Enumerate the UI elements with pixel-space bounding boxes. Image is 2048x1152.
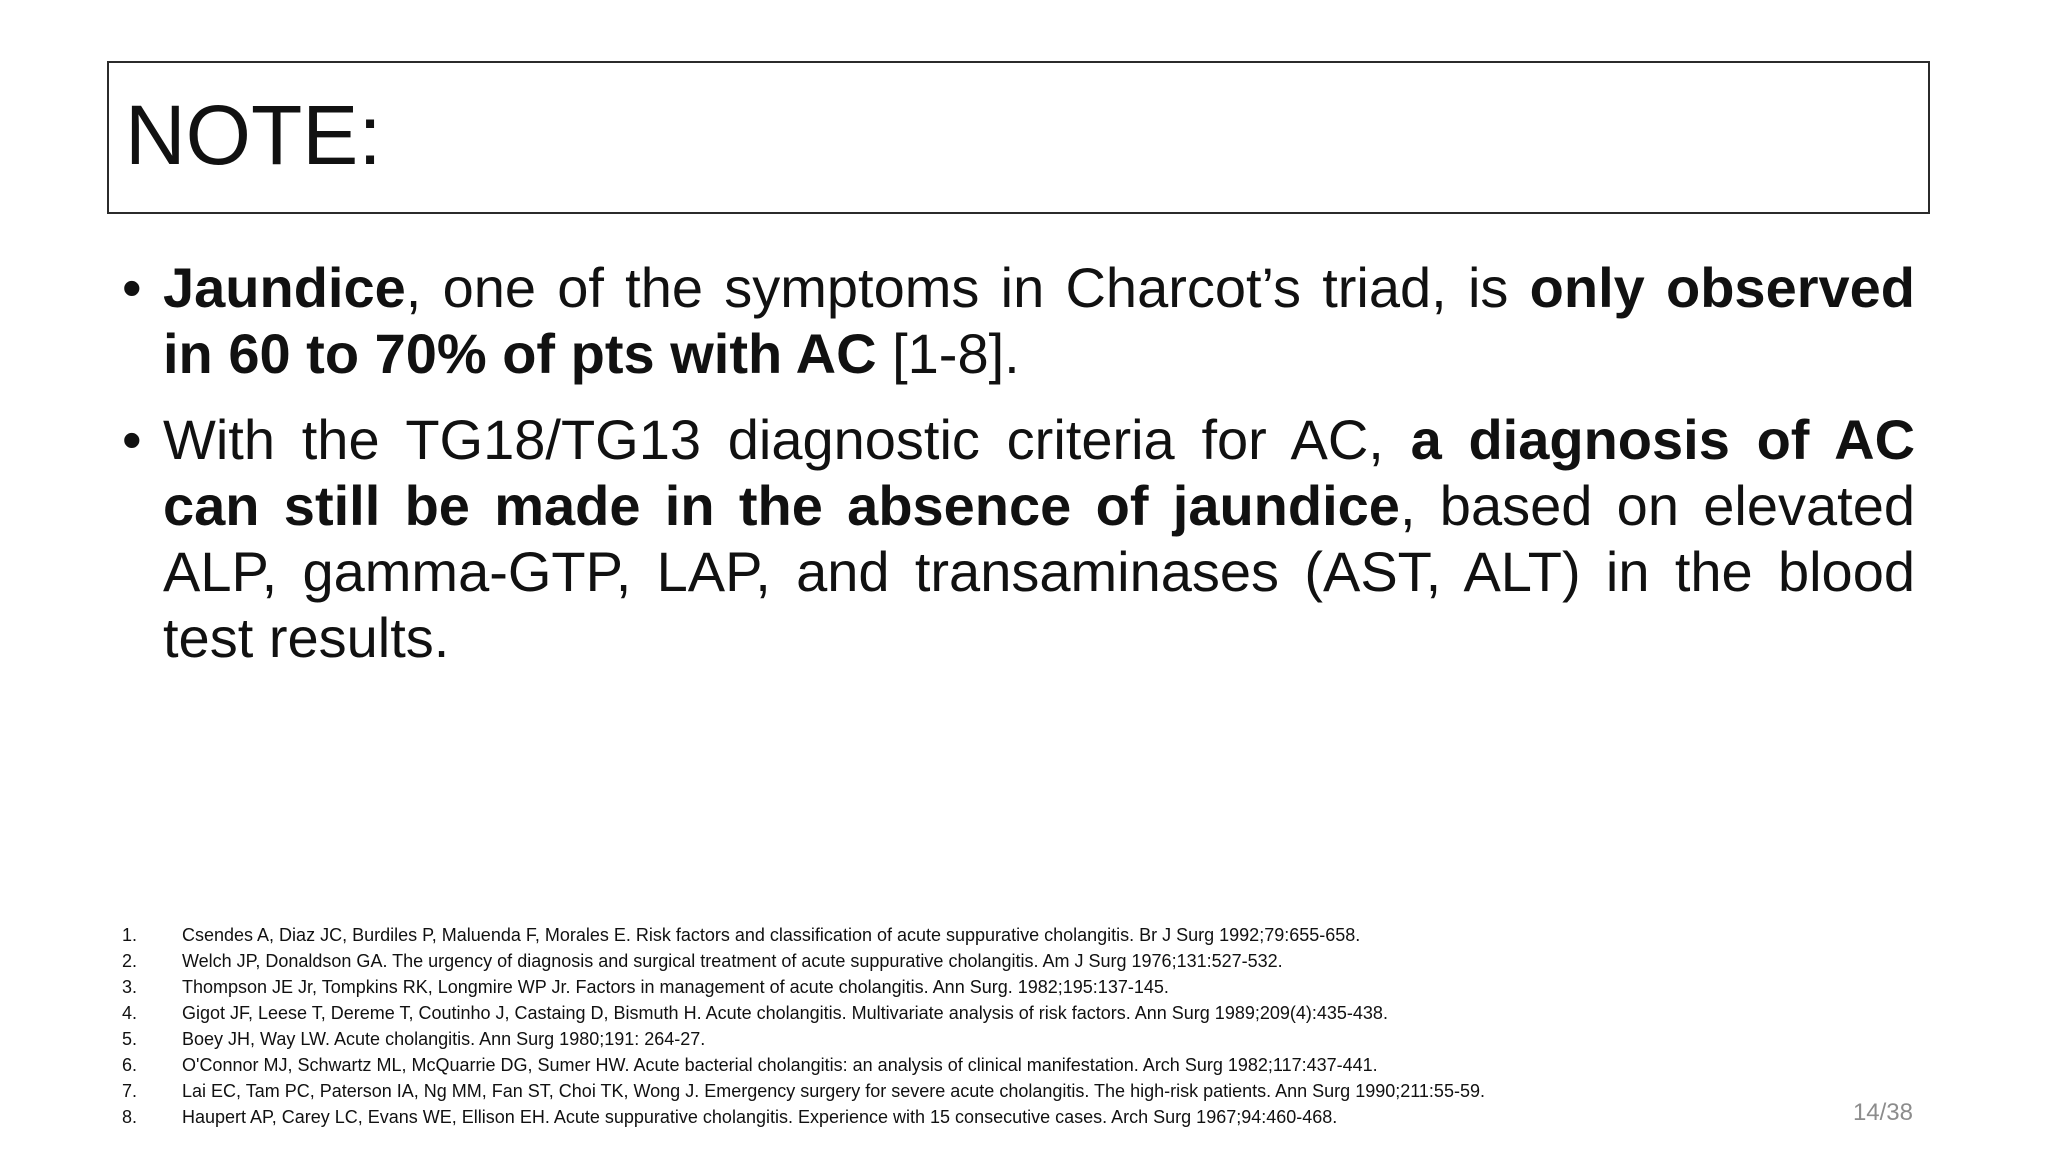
reference-number: 1. — [122, 925, 138, 945]
reference-list — [122, 922, 1722, 1130]
reference-item — [122, 1026, 1722, 1052]
reference-text: Csendes A, Diaz JC, Burdiles P, Maluenda F, Morales E. Risk factors and classification of acute suppurative cholangitis. Br J Surg 1992;79:655-658. — [182, 925, 1361, 945]
slide-title: NOTE: — [125, 88, 382, 182]
reference-text: Welch JP, Donaldson GA. The urgency of diagnosis and surgical treatment of acute suppurative cholangitis. Am J Surg 1976;131:527-532. — [182, 951, 1283, 971]
bullet-text-bold: Jaundice — [163, 256, 406, 319]
reference-item — [122, 1078, 1722, 1104]
reference-text: Thompson JE Jr, Tompkins RK, Longmire WP Jr. Factors in management of acute cholangitis. Ann Surg. 1982;195:137-145. — [182, 977, 1169, 997]
reference-item — [122, 922, 1722, 948]
title-box — [107, 61, 1930, 214]
page-number: 14/38 — [1852, 1099, 1913, 1126]
bullet-text: , based on elevated ALP, gamma-GTP, LAP, and transaminases (AST, ALT) in the blood test results. — [163, 474, 1915, 669]
bullet-marker: • — [122, 256, 142, 319]
reference-number: 3. — [122, 977, 138, 997]
reference-text: Haupert AP, Carey LC, Evans WE, Ellison EH. Acute suppurative cholangitis. Experience with 15 consecutive cases. Arch Surg 1967;94:460-468. — [182, 1107, 1338, 1127]
reference-text: Gigot JF, Leese T, Dereme T, Coutinho J, Castaing D, Bismuth H. Acute cholangitis. Multivariate analysis of risk factors. Ann Surg 1989;209(4):435-438. — [182, 1003, 1388, 1023]
reference-number: 2. — [122, 951, 138, 971]
bullet-item — [122, 255, 1915, 387]
reference-text: Lai EC, Tam PC, Paterson IA, Ng MM, Fan ST, Choi TK, Wong J. Emergency surgery for severe acute cholangitis. The high-risk patients. Ann Surg 1990;211:55-59. — [182, 1081, 1485, 1101]
reference-text: Boey JH, Way LW. Acute cholangitis. Ann Surg 1980;191: 264-27. — [182, 1029, 706, 1049]
reference-number: 5. — [122, 1029, 138, 1049]
reference-item — [122, 1000, 1722, 1026]
bullet-text: With the TG18/TG13 diagnostic criteria for AC, — [163, 408, 1411, 471]
reference-number: 4. — [122, 1003, 138, 1023]
bullet-text: , one of the symptoms in Charcot’s triad, is — [405, 256, 1530, 319]
reference-item — [122, 1104, 1722, 1130]
bullet-item — [122, 407, 1915, 671]
reference-item — [122, 974, 1722, 1000]
bullet-text-bold: only observed in 60 to 70% of pts with AC — [163, 256, 1916, 385]
reference-number: 6. — [122, 1055, 138, 1075]
bullet-text-bold: a diagnosis of AC can still be made in the absence of jaundice — [163, 408, 1916, 537]
reference-text: O'Connor MJ, Schwartz ML, McQuarrie DG, Sumer HW. Acute bacterial cholangitis: an analysis of clinical manifestation. Arch Surg 1982;117:437-441. — [182, 1055, 1378, 1075]
bullet-text: [1-8]. — [876, 322, 1020, 385]
reference-item — [122, 948, 1722, 974]
bullet-marker: • — [122, 408, 142, 471]
reference-number: 8. — [122, 1107, 138, 1127]
reference-number: 7. — [122, 1081, 138, 1101]
bullet-list — [122, 255, 1915, 691]
reference-item — [122, 1052, 1722, 1078]
